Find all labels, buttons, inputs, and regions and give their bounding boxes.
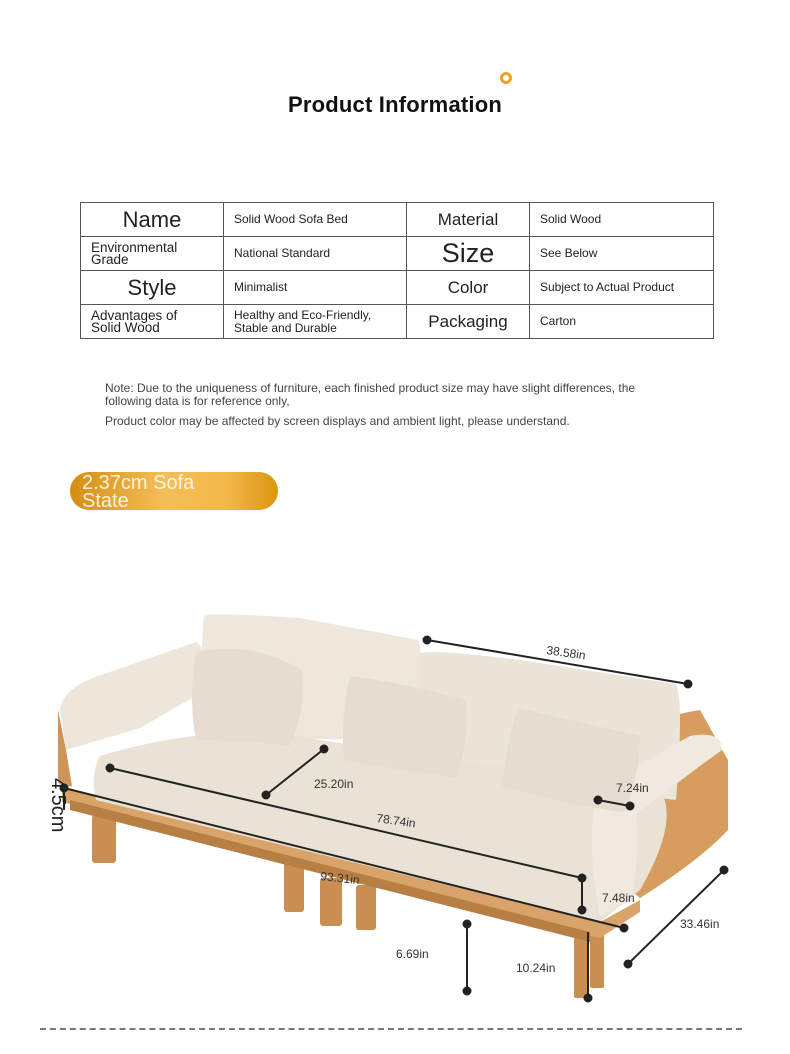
spec-value-adv-line2: Stable and Durable — [234, 320, 337, 335]
note-line2: following data is for reference only, — [105, 394, 290, 408]
spec-value-grade: National Standard — [224, 237, 407, 271]
dim-arm-width: 7.24in — [616, 781, 649, 795]
spec-label-packaging: Packaging — [407, 305, 530, 339]
dashed-divider — [40, 1028, 742, 1030]
ring-icon — [500, 72, 512, 84]
dim-leg-height: 6.69in — [396, 947, 429, 961]
dim-vertical-label: 4.5cm — [47, 778, 69, 833]
sofa-drawing — [0, 560, 790, 1020]
note-line1: Note: Due to the uniqueness of furniture, each finished product size may have slight differences, the — [105, 381, 636, 395]
table-row — [81, 237, 714, 271]
left-arm-top — [60, 642, 206, 750]
spec-label-adv-line2: Solid Wood — [91, 319, 160, 335]
spec-value-name: Solid Wood Sofa Bed — [224, 203, 407, 237]
spec-value-advantages — [224, 305, 407, 339]
badge-line2: State — [82, 490, 129, 512]
spec-value-packaging: Carton — [530, 305, 714, 339]
spec-value-material: Solid Wood — [530, 203, 714, 237]
badge-line1: 2.37cm Sofa — [82, 472, 195, 494]
dim-seat-depth: 25.20in — [314, 777, 354, 791]
spec-label-size: Size — [407, 237, 530, 271]
spec-label-material: Material — [407, 203, 530, 237]
spec-label-name: Name — [81, 203, 224, 237]
spec-label-grade-line1: Environmental — [91, 239, 178, 255]
table-row — [81, 305, 714, 339]
spec-label-grade — [81, 237, 224, 271]
page-title: Product Information — [287, 92, 502, 117]
spec-value-size: See Below — [530, 237, 714, 271]
spec-label-grade-line2: Grade — [91, 251, 129, 267]
spec-label-adv-line1: Advantages of — [91, 307, 178, 323]
page-header — [0, 92, 790, 118]
sofa-state-badge — [70, 472, 278, 510]
spec-value-adv-line1: Healthy and Eco-Friendly, — [234, 307, 372, 322]
table-row — [81, 271, 714, 305]
spec-value-style: Minimalist — [224, 271, 407, 305]
note-line3: Product color may be affected by screen displays and ambient light, please understand. — [105, 414, 570, 428]
dim-seat-height: 10.24in — [516, 961, 556, 975]
spec-table — [80, 202, 714, 339]
dim-arm-height: 7.48in — [602, 891, 635, 905]
dim-seat-width: 78.74in — [375, 811, 417, 831]
sofa-illustration — [0, 560, 790, 1020]
table-row — [81, 203, 714, 237]
spec-label-color: Color — [407, 271, 530, 305]
spec-label-style: Style — [81, 271, 224, 305]
dim-total-length: 93.31in — [319, 869, 361, 888]
dim-total-depth: 33.46in — [680, 917, 720, 931]
spec-value-color: Subject to Actual Product — [530, 271, 714, 305]
dim-back-width: 38.58in — [545, 643, 587, 663]
spec-label-advantages — [81, 305, 224, 339]
pillow-left — [192, 649, 303, 746]
